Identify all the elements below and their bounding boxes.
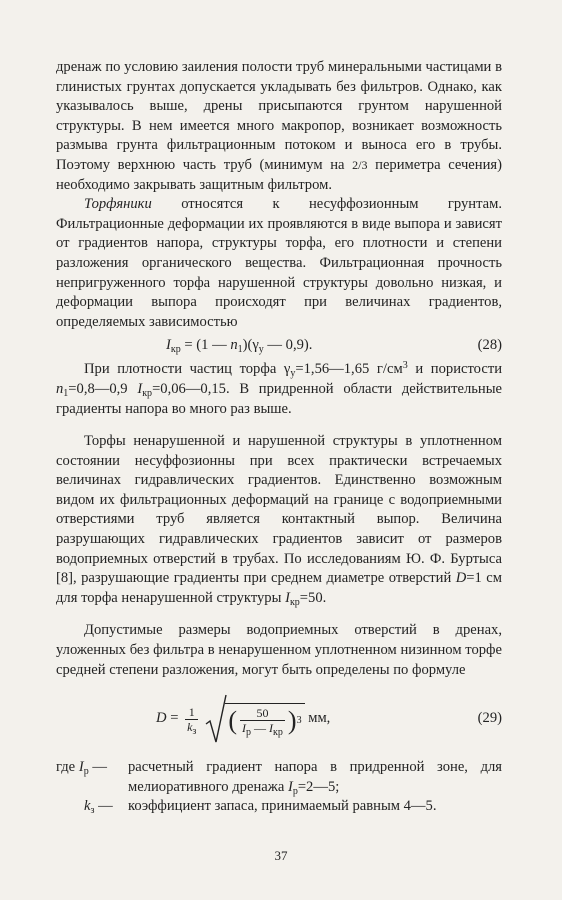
var-n: n (230, 336, 238, 353)
paragraph-density (56, 360, 502, 419)
text-run: дренаж по условию заиления полости труб минеральными частицами в глинистых грунтах допускается укладывать без фильтров. Однако, как указывалось выше, дрены присыпаются грунтом нарушенной структуры. В нем имеется много макропор, возникает возможность размыва грунта фильтрационным потоком и выноса его в трубы. Поэтому верхнюю часть труб (минимум на (56, 59, 502, 173)
equation-number: (28) (477, 336, 502, 353)
text-run: =0,06—0,15. В придренной области действительные градиенты напора во много раз выше. (56, 380, 502, 417)
where-block (56, 758, 502, 817)
text-run: расчетный градиент напора в придренной зоне, для мелиоративного дренажа (128, 759, 502, 795)
equation-29 (56, 684, 502, 754)
where-label (56, 797, 128, 817)
paragraph-peat (56, 195, 502, 332)
fraction-50 (240, 706, 285, 739)
radical-sign-icon (205, 694, 227, 744)
equation-body (56, 336, 462, 356)
denominator (240, 720, 285, 739)
paren-open: ( (228, 705, 238, 735)
page-number: 37 (274, 848, 288, 863)
var-D: D (455, 570, 467, 587)
sub: у (290, 368, 296, 380)
text-run: =50. (299, 589, 327, 606)
sub: 1 (237, 343, 243, 355)
sub: р (246, 727, 252, 739)
sub: р (83, 766, 89, 778)
radicand: ( $\frac{50}{I_р — I_{кр}}$ ) 3 (225, 703, 304, 735)
sub: р (292, 785, 298, 797)
paren-close: ) (287, 705, 297, 735)
text-run: где (56, 759, 76, 776)
var-I: I (285, 589, 290, 606)
var-k: k (187, 719, 193, 734)
var-I: I (166, 336, 171, 353)
text-run: =1 см для торфа ненарушенной структуры (56, 570, 503, 606)
text-run: Торфы ненарушенной и нарушенной структуры в уплотненном состоянии несуффозионны при всех практически встречаемых величинах гидравлических градиентов. Единственно возможным видом их фильтрационных деформаций на границе с водоприемными отверстиями труб является контактный выпор. Величина разрушающих гидравлических градиентов зависит от размеров водоприемных отверстий в трубах. По исследованиям Ю. Ф. Буртыса [8], разрушающие градиенты при среднем диаметре отверстий (56, 433, 502, 587)
text-run: =2—5; (297, 778, 340, 795)
numerator: 1 (188, 704, 195, 719)
square-root (205, 694, 304, 744)
var-I: I (287, 778, 293, 795)
var-k: k (84, 798, 91, 815)
paragraph-drainage (56, 58, 502, 195)
equation-number: (29) (477, 710, 502, 727)
text-column (56, 58, 502, 817)
sub: кр (273, 727, 283, 739)
text-run: — 0,9). (263, 336, 313, 353)
numerator: 50 (256, 706, 269, 721)
var-n: n (56, 380, 64, 397)
text-run: относятся к несуффозионным грунтам. Фильтрационные деформации их проявляются в виде выпора и зависят от градиентов напора, структуры торфа, его плотности и степени разложения органического вещества. Фильтрационная прочность непригруженного торфа нарушенной структуры довольно низкая, и деформации выпора происходят при величинах градиентов, определяемых зависимостью (56, 196, 503, 330)
sub: у (258, 343, 264, 355)
text-run: = (1 — (180, 336, 231, 353)
text-run: = (166, 710, 183, 727)
sub: з (192, 725, 197, 737)
text-run: — (94, 798, 117, 815)
text-run: — (88, 759, 111, 776)
where-row-1 (56, 758, 502, 797)
sub: з (90, 805, 95, 817)
unit: мм, (304, 710, 331, 727)
sub: кр (142, 387, 153, 399)
text-run: =1,56—1,65 г/см (295, 361, 403, 378)
var-I: I (78, 759, 84, 776)
var-I: I (242, 721, 247, 736)
text-run: периметра сечения) необходимо закрывать защитным фильтром. (56, 156, 502, 193)
equation-28 (56, 334, 502, 356)
sub: кр (170, 343, 181, 355)
sup: 3 (402, 360, 408, 372)
paragraph-peat-structure (56, 432, 502, 608)
fraction-1-over-k (185, 704, 198, 737)
text-run: и пористости (407, 361, 503, 378)
equation-body (56, 694, 462, 744)
sub: кр (289, 596, 300, 608)
var-D: D (156, 710, 167, 727)
where-def-1 (128, 758, 502, 797)
text-run: =0,8—0,9 (68, 380, 138, 397)
where-row-2 (56, 797, 502, 817)
text-run: )(γ (242, 336, 259, 353)
sub: 1 (63, 387, 69, 399)
text-run: — (251, 721, 270, 736)
inline-fraction: 2/3 (352, 157, 368, 172)
where-label (56, 758, 128, 797)
var-I: I (137, 380, 143, 397)
paragraph-openings: Допустимые размеры водоприемных отверстий в дренах, уложенных без фильтра в ненарушенном уплотненном низинном торфе средней степени разложения, могут быть определены по формуле (56, 622, 502, 678)
text-run: При плотности частиц торфа γ (84, 361, 291, 378)
where-def-2: коэффициент запаса, принимаемый равным 4—5. (128, 798, 437, 815)
denominator (185, 719, 198, 737)
var-I: I (269, 721, 274, 736)
term-italic: Торфяники (84, 196, 152, 213)
